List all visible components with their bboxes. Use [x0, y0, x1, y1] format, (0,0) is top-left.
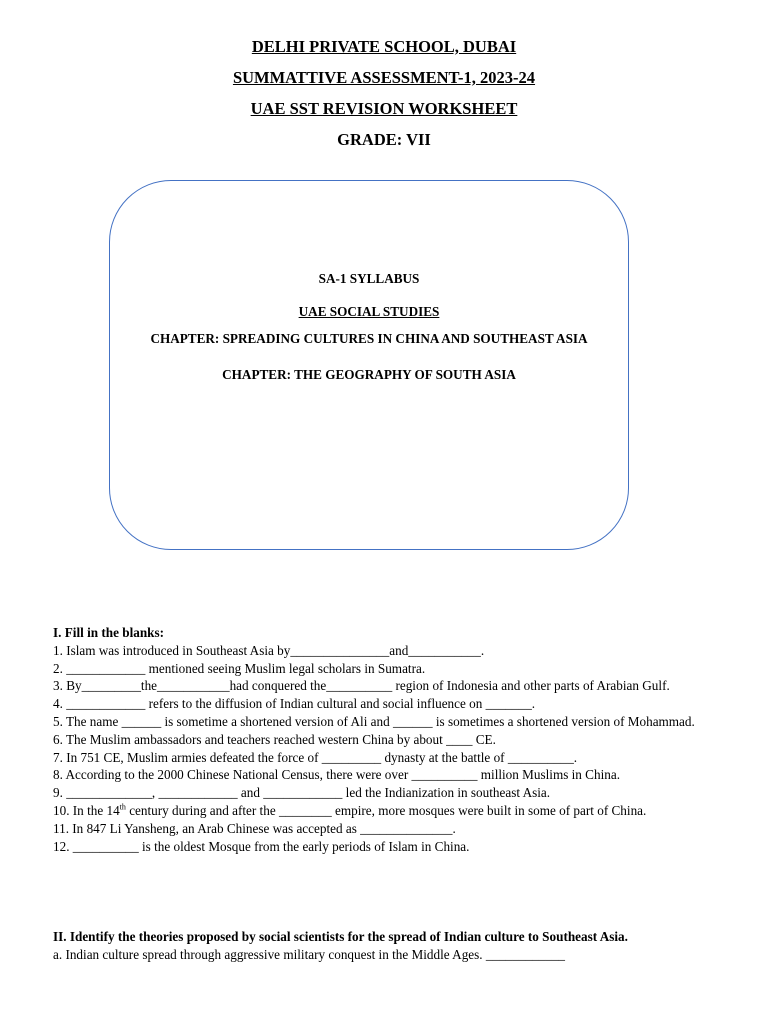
- syllabus-subject: UAE SOCIAL STUDIES: [298, 304, 440, 319]
- question-9: 9. _____________, ____________ and ____________ led the Indianization in southeast Asia.: [53, 785, 551, 801]
- school-name: DELHI PRIVATE SCHOOL, DUBAI: [251, 37, 517, 56]
- syllabus-chapter-1: CHAPTER: SPREADING CULTURES IN CHINA AND SOUTHEAST ASIA: [150, 331, 588, 346]
- question-12: 12. __________ is the oldest Mosque from the early periods of Islam in China.: [53, 838, 470, 854]
- syllabus-chapter-2: CHAPTER: THE GEOGRAPHY OF SOUTH ASIA: [222, 367, 516, 382]
- syllabus-box: [109, 180, 629, 550]
- assessment-title: SUMMATTIVE ASSESSMENT-1, 2023-24: [232, 68, 536, 87]
- question-8: 8. According to the 2000 Chinese National Census, there were over __________ million Muslims in China.: [53, 767, 620, 783]
- question-6: 6. The Muslim ambassadors and teachers reached western China by about ____ CE.: [53, 731, 496, 747]
- question-10-end: century during and after the ________ empire, more mosques were built in some of part of China.: [125, 802, 647, 818]
- question-2: 2. ____________ mentioned seeing Muslim legal scholars in Sumatra.: [53, 660, 426, 676]
- section-2-title: II. Identify the theories proposed by social scientists for the spread of Indian culture to Southeast Asia.: [53, 929, 628, 944]
- question-10: [53, 802, 733, 820]
- section-1-title: I. Fill in the blanks:: [53, 625, 165, 640]
- question-4: 4. ____________ refers to the diffusion of Indian cultural and social influence on _______.: [53, 696, 536, 712]
- section-fill-blanks: [53, 624, 733, 855]
- question-1: 1. Islam was introduced in Southeast Asia by_______________and___________.: [53, 642, 485, 658]
- syllabus-title: SA-1 SYLLABUS: [318, 271, 420, 286]
- grade-label: GRADE: VII: [337, 130, 431, 149]
- question-3: 3. By_________the___________had conquered the__________ region of Indonesia and other parts of Arabian Gulf.: [53, 678, 670, 694]
- section-theories: [53, 928, 733, 964]
- question-a: a. Indian culture spread through aggressive military conquest in the Middle Ages. ____________: [53, 946, 566, 962]
- question-10-sup: th: [119, 802, 126, 812]
- question-5: 5. The name ______ is sometime a shortened version of Ali and ______ is sometimes a shortened version of Mohammad.: [53, 713, 695, 729]
- question-7: 7. In 751 CE, Muslim armies defeated the force of _________ dynasty at the battle of __________.: [53, 749, 578, 765]
- question-10-start: 10. In the 14: [53, 802, 120, 818]
- worksheet-title: UAE SST REVISION WORKSHEET: [250, 99, 518, 118]
- question-11: 11. In 847 Li Yansheng, an Arab Chinese was accepted as ______________.: [53, 820, 456, 836]
